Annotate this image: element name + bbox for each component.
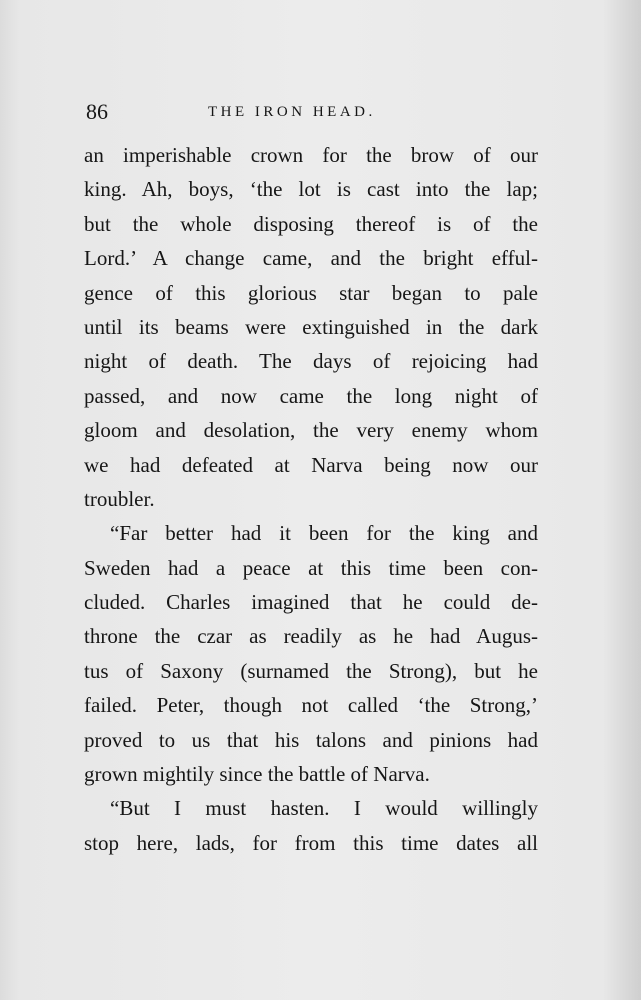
- text-line: gence of this glorious star began to pale: [84, 280, 538, 305]
- text-line: gloom and desolation, the very enemy whom: [84, 418, 538, 443]
- text-line: “Far better had it been for the king and: [110, 521, 538, 546]
- page-number: 86: [86, 99, 108, 124]
- text-line: but the whole disposing thereof is of the: [84, 211, 538, 236]
- text-line: troubler.: [84, 486, 155, 511]
- text-line: night of death. The days of rejoicing had: [84, 349, 538, 374]
- text-line: grown mightily since the battle of Narva.: [84, 762, 430, 787]
- text-line: proved to us that his talons and pinions had: [84, 727, 538, 752]
- text-line: until its beams were extinguished in the dark: [84, 314, 538, 339]
- page-header: [86, 97, 536, 127]
- text-line: Sweden had a peace at this time been con-: [84, 555, 538, 580]
- text-line: tus of Saxony (surnamed the Strong), but he: [84, 658, 538, 683]
- text-line: stop here, lads, for from this time dates all: [84, 830, 538, 855]
- text-line: cluded. Charles imagined that he could de-: [84, 590, 538, 615]
- text-line: Lord.’ A change came, and the bright efful-: [84, 246, 538, 271]
- body-text: [84, 138, 538, 860]
- running-head: THE IRON HEAD.: [208, 104, 376, 120]
- text-line: failed. Peter, though not called ‘the Strong,’: [84, 693, 538, 718]
- text-line: king. Ah, boys, ‘the lot is cast into the lap;: [84, 177, 538, 202]
- text-line: passed, and now came the long night of: [84, 383, 538, 408]
- text-line: we had defeated at Narva being now our: [84, 452, 538, 477]
- text-line: an imperishable crown for the brow of our: [84, 143, 538, 167]
- text-line: “But I must hasten. I would willingly: [110, 796, 538, 821]
- text-line: throne the czar as readily as he had Augus-: [84, 624, 538, 649]
